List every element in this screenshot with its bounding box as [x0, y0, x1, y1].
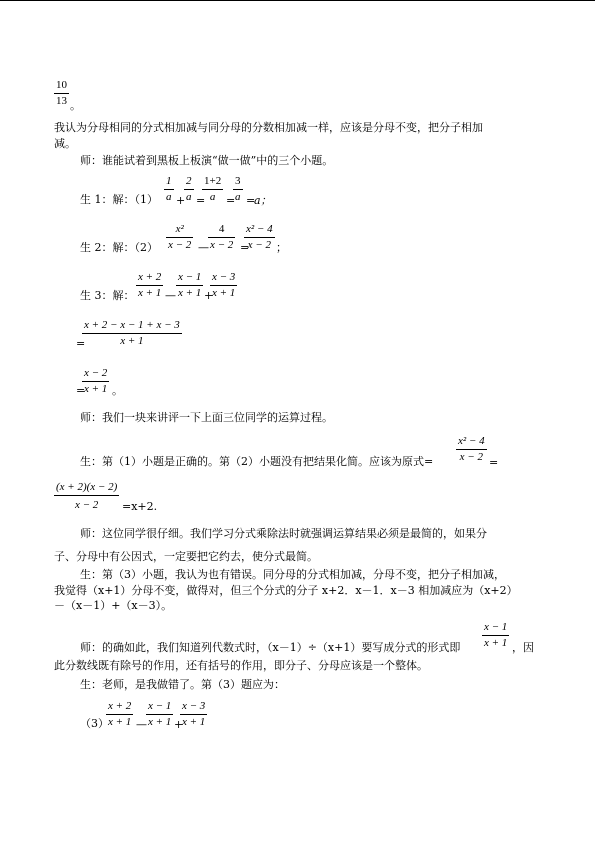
fraction: $\frac{\text{x² − 4}}{x - 2}$ — [246, 223, 273, 251]
fraction: $\frac{x + 2}{x + 1}$ — [108, 700, 132, 728]
student-line: －（x－1）+（x－3）。 — [54, 599, 173, 612]
student-line: 生：第（3）小题，我认为也有错误。同分母的分式相加减，分母不变，把分子相加减， — [80, 568, 505, 581]
student-line: 生：第（1）小题是正确的。第（2）小题没有把结果化简。应该为原式= — [80, 455, 434, 468]
fraction-10-13: $\frac{10}{13}$ — [56, 79, 67, 107]
fraction: $\frac{x - 1}{x + 1}$ — [484, 621, 508, 649]
fraction: $\frac{4}{x - 2}$ — [210, 223, 234, 251]
paragraph-line: 减。 — [54, 137, 76, 150]
fraction: $\frac{2}{a}$ — [186, 175, 192, 203]
fraction: $\frac{x + 2}{x + 1}$ — [138, 271, 162, 299]
equals-sign: = — [196, 194, 206, 207]
page-top-border — [0, 0, 595, 1]
end-text: ； — [276, 241, 287, 254]
fraction: $\frac{x - 3}{x + 1}$ — [182, 700, 206, 728]
student-3-label: 生 3：解： — [80, 289, 135, 302]
equals-sign: = — [489, 456, 499, 469]
equals-sign: = — [240, 241, 250, 254]
fraction: $\frac{\text{x² − 4}}{x - 2}$ — [458, 435, 485, 463]
plus-sign: + — [176, 194, 186, 207]
fraction: $\frac{x - 3}{x + 1}$ — [212, 271, 236, 299]
plus-sign: + — [204, 289, 214, 302]
fraction: $\frac{x - 2}{x + 1}$ — [84, 367, 108, 395]
teacher-line: 师：的确如此，我们知道列代数式时，（x－1）÷（x+1）要写成分式的形式即 — [80, 641, 461, 654]
fraction: $\frac{x + 2 - x - 1 + x - 3}{x + 1}$ — [84, 319, 180, 347]
fraction: $\frac{x - 1}{x + 1}$ — [178, 271, 202, 299]
paragraph-line: 我认为分母相同的分式相加减与同分母的分数相加减一样，应该是分母不变，把分子相加 — [54, 121, 483, 134]
student-2-label: 生 2：解：（2） — [80, 241, 158, 254]
fraction: $\frac{1+2}{a}$ — [204, 175, 222, 203]
minus-sign: — — [136, 718, 147, 731]
fraction: $\frac{3}{a}$ — [235, 175, 241, 203]
fraction: $\frac{1}{a}$ — [166, 175, 172, 203]
fraction: $\frac{(x + 2)(x - 2)}{x - 2}$ — [56, 481, 118, 511]
teacher-line: 此分数线既有除号的作用，还有括号的作用，即分子、分母应该是一个整体。 — [54, 659, 428, 672]
equals-sign: = — [226, 194, 236, 207]
result-text: =x+2. — [122, 500, 158, 513]
item-3-label: （3） — [80, 717, 109, 730]
teacher-line: 师：我们一块来讲评一下上面三位同学的运算过程。 — [80, 411, 333, 424]
period: 。 — [70, 99, 81, 112]
student-1-label: 生 1：解：（1） — [80, 193, 158, 206]
teacher-line: 子、分母中有公因式，一定要把它约去，使分式最简。 — [54, 550, 318, 563]
equals-sign: = — [246, 194, 256, 207]
end-text: a； — [254, 194, 272, 207]
teacher-line: 师：这位同学很仔细。我们学习分式乘除法时就强调运算结果必须是最简的，如果分 — [80, 527, 487, 540]
fraction: $\frac{x - 1}{x + 1}$ — [148, 700, 172, 728]
minus-sign: — — [198, 241, 209, 254]
student-line: 我觉得（x+1）分母不变，做得对，但三个分式的分子 x+2．x－1．x－3 相加减应为（x+2） — [54, 584, 518, 597]
teacher-line: 师：谁能试着到黑板上板演“做一做”中的三个小题。 — [80, 154, 334, 167]
minus-sign: — — [165, 289, 176, 302]
equals-sign: = — [76, 384, 86, 397]
period: 。 — [112, 384, 123, 397]
fraction: $\frac{\text{x²}}{x - 2}$ — [168, 223, 192, 251]
plus-sign: + — [174, 718, 184, 731]
student-line: 生：老师，是我做错了。第（3）题应为： — [80, 678, 285, 691]
equals-sign: = — [76, 337, 86, 350]
teacher-line-tail: ，因 — [512, 641, 534, 654]
